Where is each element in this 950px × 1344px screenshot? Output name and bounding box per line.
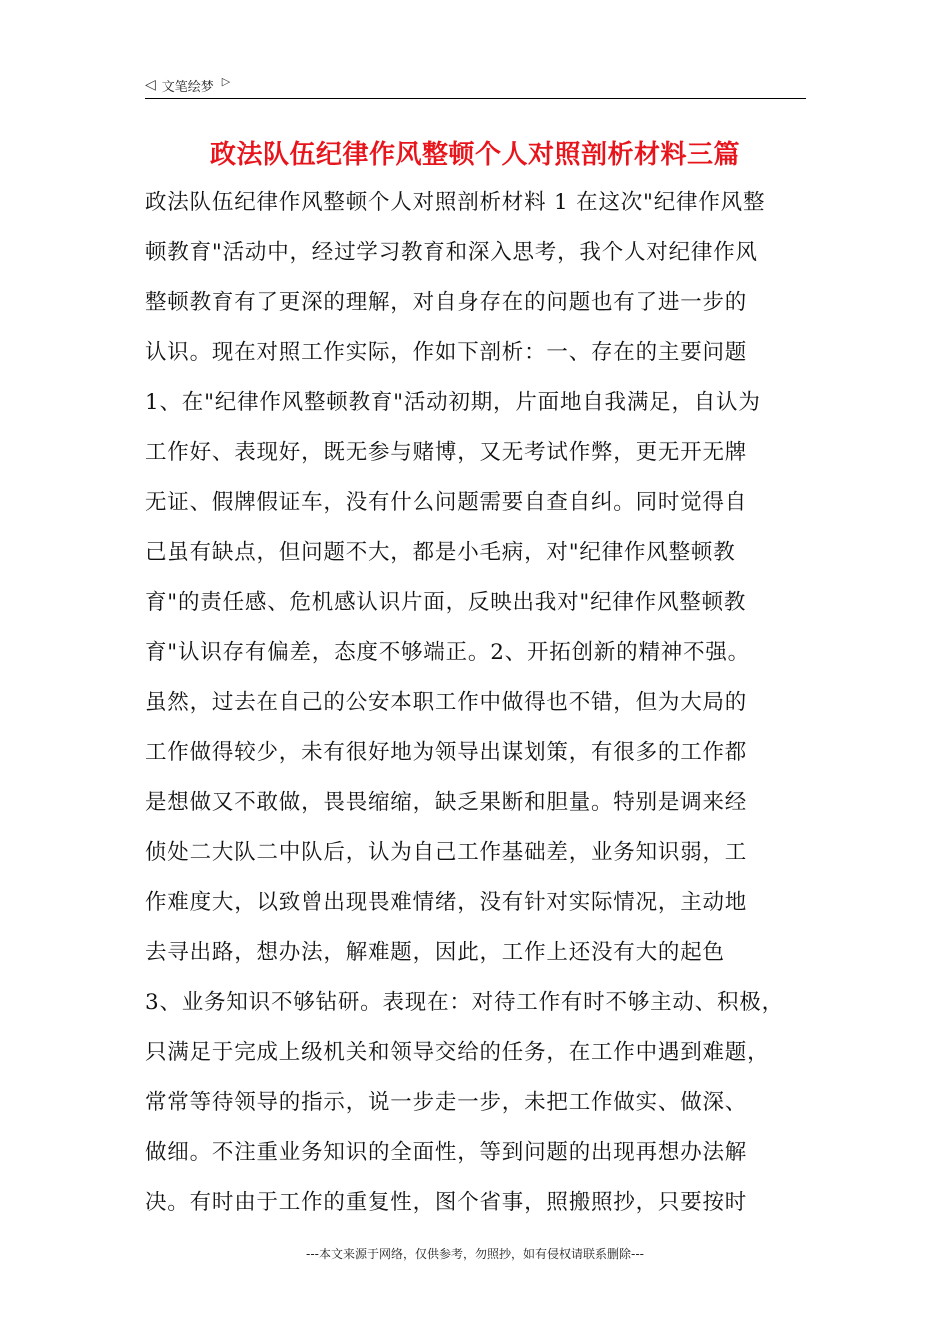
body-line: 常常等待领导的指示，说一步走一步，未把工作做实、做深、	[145, 1090, 748, 1115]
body-line: 育"的责任感、危机感认识片面，反映出我对"纪律作风整顿教	[145, 590, 747, 615]
body-line: 侦处二大队二中队后，认为自己工作基础差，业务知识弱，工	[145, 840, 748, 865]
document-title: 政法队伍纪律作风整顿个人对照剖析材料三篇	[209, 140, 740, 170]
body-line: 1、在"纪律作风整顿教育"活动初期，片面地自我满足，自认为	[145, 390, 761, 415]
body-line: 无证、假牌假证车，没有什么问题需要自查自纠。同时觉得自	[145, 490, 748, 515]
triangle-left-icon: ◁	[145, 77, 156, 93]
body-line: 工作做得较少，未有很好地为领导出谋划策，有很多的工作都	[145, 740, 748, 765]
body-line: 决。有时由于工作的重复性，图个省事，照搬照抄，只要按时	[145, 1190, 748, 1215]
body-line: 己虽有缺点，但问题不大，都是小毛病，对"纪律作风整顿教	[145, 540, 736, 565]
page-header	[145, 74, 230, 96]
body-line: 只满足于完成上级机关和领导交给的任务，在工作中遇到难题，	[145, 1040, 770, 1065]
body-line: 顿教育"活动中，经过学习教育和深入思考，我个人对纪律作风	[145, 240, 758, 265]
body-line: 虽然，过去在自己的公安本职工作中做得也不错，但为大局的	[145, 690, 748, 715]
header-brand: 文笔绘梦	[161, 79, 214, 95]
body-line: 去寻出路，想办法，解难题，因此，工作上还没有大的起色	[145, 940, 725, 965]
document-body	[145, 178, 815, 1228]
page-footer: ---本文来源于网络，仅供参考，勿照抄，如有侵权请联系删除---	[306, 1247, 644, 1261]
body-line: 工作好、表现好，既无参与赌博，又无考试作弊，更无开无牌	[145, 440, 748, 465]
triangle-right-icon: ▷	[221, 74, 231, 88]
body-line: 认识。现在对照工作实际，作如下剖析：一、存在的主要问题	[145, 340, 748, 365]
body-line: 政法队伍纪律作风整顿个人对照剖析材料 1 在这次"纪律作风整	[145, 190, 766, 215]
body-line: 作难度大，以致曾出现畏难情绪，没有针对实际情况，主动地	[145, 890, 748, 915]
body-line: 3、业务知识不够钻研。表现在：对待工作有时不够主动、积极，	[145, 990, 784, 1015]
header-divider	[145, 98, 806, 99]
body-line: 做细。不注重业务知识的全面性，等到问题的出现再想办法解	[145, 1140, 748, 1165]
body-line: 整顿教育有了更深的理解，对自身存在的问题也有了进一步的	[145, 290, 748, 315]
body-line: 是想做又不敢做，畏畏缩缩，缺乏果断和胆量。特别是调来经	[145, 790, 748, 815]
body-line: 育"认识存有偏差，态度不够端正。2、开拓创新的精神不强。	[145, 640, 750, 665]
